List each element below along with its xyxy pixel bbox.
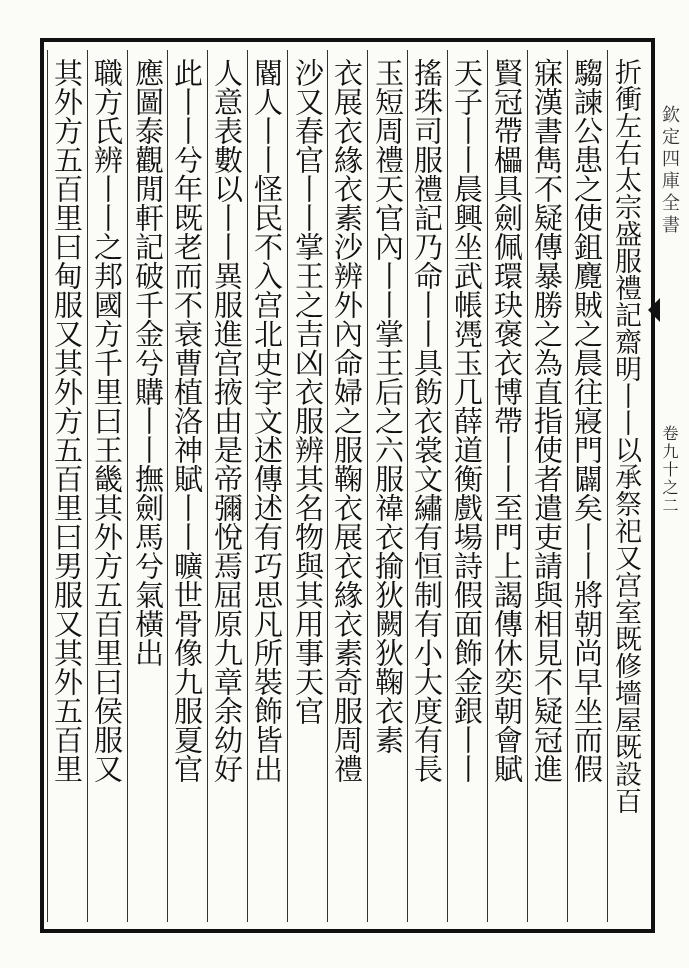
column-text: 應圖泰觀閒軒記破千金兮購丨丨撫劍馬兮氣橫出 xyxy=(131,58,165,667)
column-text: 天子丨丨晨興坐武帳凴玉几薛道衡戲場詩假面飾金銀丨丨 xyxy=(450,58,484,783)
column-text: 衣展衣緣衣素沙辨外內命婦之服鞠衣展衣緣衣素奇服周禮 xyxy=(330,58,364,783)
book-title: 欽定四庫全書 xyxy=(659,105,680,237)
column-text: 此丨丨兮年既老而不衰曹植洛神賦丨丨曠世骨像九服夏官 xyxy=(170,58,204,783)
column-text: 人意表數以丨丨異服進宫掖由是帝彌悅焉屈原九章余幼好 xyxy=(210,58,244,783)
column-text: 閽人丨丨怪民不入宫北史宇文述傳述有巧思凡所裝飾皆出 xyxy=(250,58,284,783)
column-text: 折衝左右太宗盛服禮記齋明丨丨以承祭祀又宫室既修墻屋既設百 xyxy=(610,58,641,814)
column-text: 職方氏辨丨丨之邦國方千里曰王畿其外方五百里曰侯服又 xyxy=(90,58,124,783)
column-text: 賢冠帶櫑具劍佩環玦褒衣博帶丨丨至門上謁傳休奕朝會賦 xyxy=(490,58,524,783)
section-label: 卷九十之二 xyxy=(660,425,679,515)
column-text: 搖珠司服禮記乃命丨丨具飭衣裳文繡有恒制有小大度有長 xyxy=(410,58,444,783)
column-text: 騶諫公患之使鉏麑賊之晨往寢門闢矣丨丨將朝尚早坐而假 xyxy=(570,58,604,783)
column-text: 沙又春官丨丨掌王之吉凶衣服辨其名物與其用事天官 xyxy=(291,58,325,725)
column-text: 寐漢書雋不疑傳暴勝之為直指使者遣吏請與相見不疑冠進 xyxy=(530,58,564,783)
column-text: 玉短周禮天官內丨丨掌王后之六服禕衣揄狄闕狄鞠衣素 xyxy=(371,58,405,754)
text-column xyxy=(50,58,98,918)
column-rule xyxy=(47,50,48,922)
column-text: 其外方五百里曰甸服又其外方五百里曰男服又其外五百里 xyxy=(50,58,84,783)
